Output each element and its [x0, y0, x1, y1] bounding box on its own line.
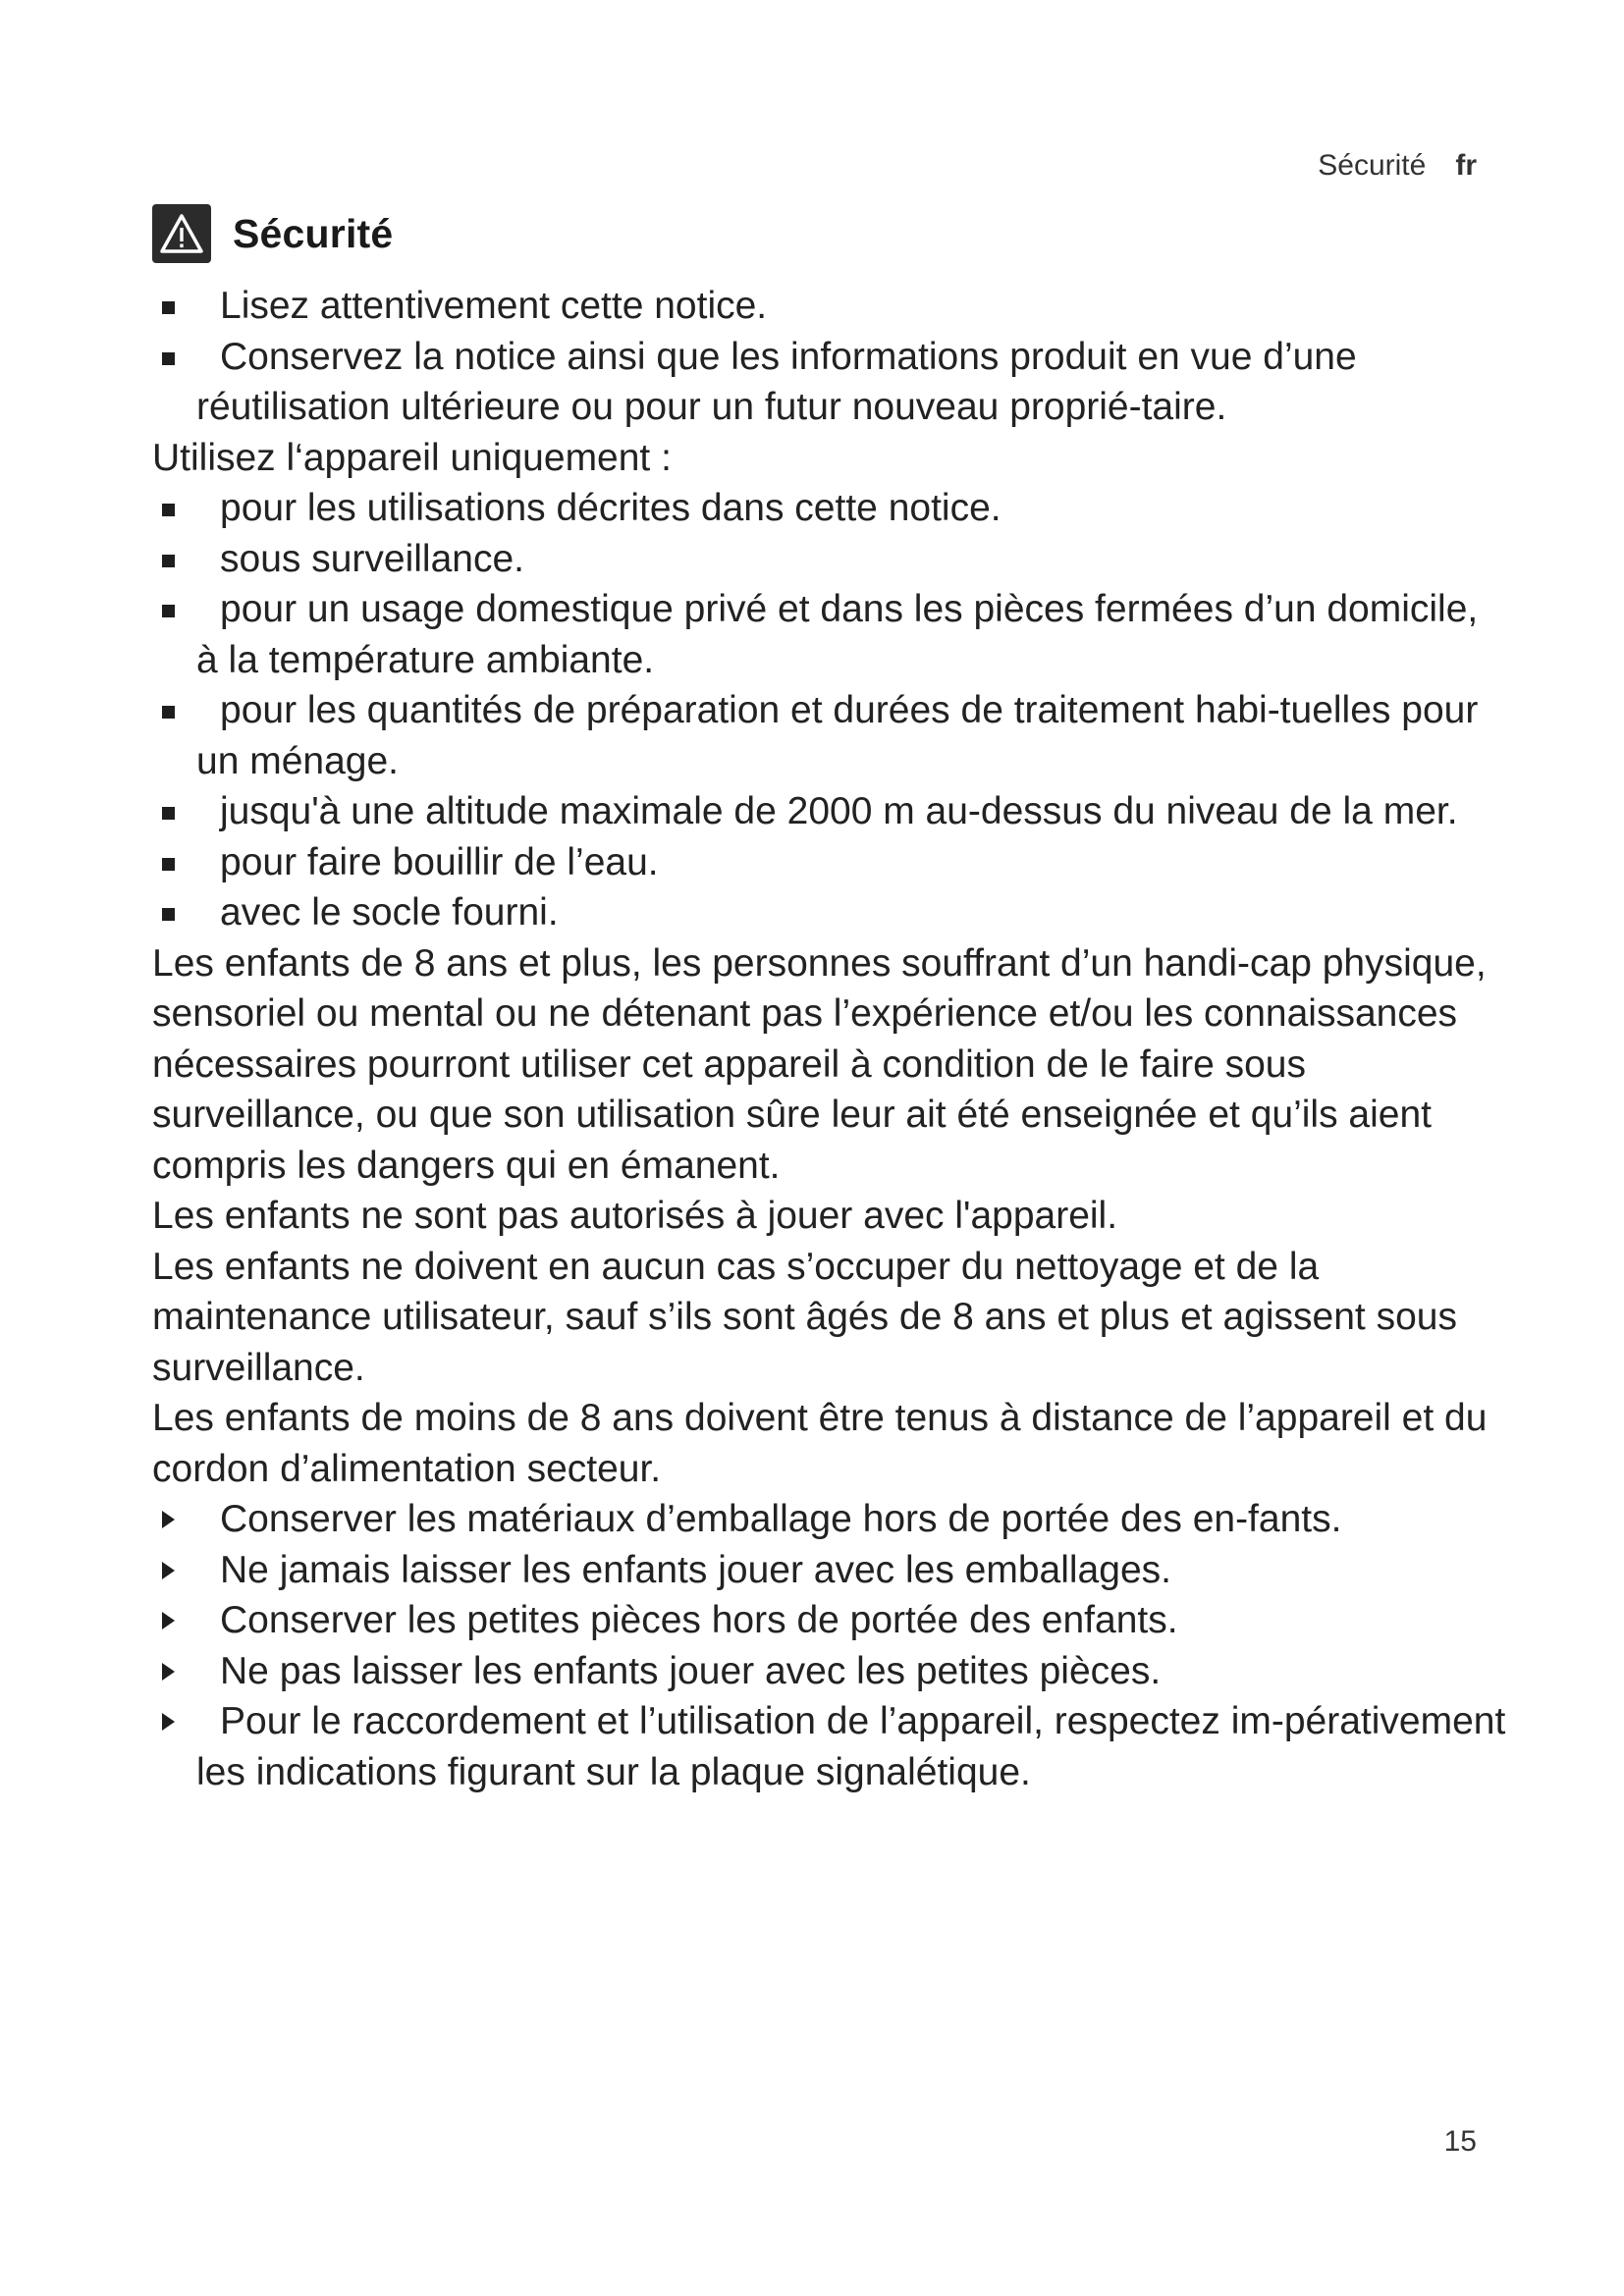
list-item: Conserver les petites pièces hors de portée des enfants.	[152, 1595, 1507, 1646]
page-number: 15	[1443, 2125, 1477, 2158]
list-item: Ne jamais laisser les enfants jouer avec les emballages.	[152, 1545, 1507, 1596]
list-item: Lisez attentivement cette notice.	[152, 281, 1507, 332]
section-title: Sécurité	[233, 210, 394, 256]
square-bullet-icon	[162, 504, 175, 516]
list-item: Conserver les matériaux d’emballage hors de portée des en-fants.	[152, 1494, 1507, 1545]
list-item: sous surveillance.	[152, 534, 1507, 585]
page-content	[152, 204, 1507, 1797]
square-bullet-icon	[162, 807, 175, 820]
square-bullet-icon	[162, 605, 175, 617]
list-item: pour les utilisations décrites dans cette notice.	[152, 483, 1507, 534]
usage-intro: Utilisez l‘appareil uniquement :	[152, 436, 672, 479]
triangle-bullet-icon	[162, 1562, 175, 1579]
square-bullet-icon	[162, 908, 175, 921]
intro-list	[152, 281, 1507, 433]
usage-list	[152, 483, 1507, 938]
list-item: pour faire bouillir de l’eau.	[152, 837, 1507, 888]
triangle-bullet-icon	[162, 1713, 175, 1731]
list-item: pour les quantités de préparation et durées de traitement habi-tuelles pour un ménage.	[152, 685, 1507, 786]
running-header	[1318, 149, 1477, 183]
running-header-lang: fr	[1455, 149, 1477, 182]
list-item: pour un usage domestique privé et dans les pièces fermées d’un domicile, à la température ambiante.	[152, 584, 1507, 685]
square-bullet-icon	[162, 706, 175, 719]
paragraph: Les enfants de 8 ans et plus, les personnes souffrant d’un handi-cap physique, sensoriel ou mental ou ne détenant pas l’expérience et/ou les connaissances nécessaires pourront utiliser cet appareil à condition de le faire sous surveillance, ou que son utilisation sûre leur ait été enseignée et qu’ils aient compris les dangers qui en émanent.	[152, 941, 1487, 1187]
triangle-bullet-icon	[162, 1663, 175, 1681]
paragraph: Les enfants de moins de 8 ans doivent être tenus à distance de l’appareil et du cordon d’alimentation secteur.	[152, 1397, 1488, 1490]
list-item: jusqu'à une altitude maximale de 2000 m au-dessus du niveau de la mer.	[152, 786, 1507, 837]
square-bullet-icon	[162, 301, 175, 314]
list-item: Conservez la notice ainsi que les informations produit en vue d’une réutilisation ultérieure ou pour un futur nouveau proprié-taire.	[152, 332, 1507, 433]
square-bullet-icon	[162, 858, 175, 871]
square-bullet-icon	[162, 555, 175, 567]
list-item: avec le socle fourni.	[152, 887, 1507, 938]
action-list	[152, 1494, 1507, 1797]
warning-icon	[152, 204, 211, 263]
body-text	[152, 281, 1507, 1797]
square-bullet-icon	[162, 352, 175, 365]
list-item: Ne pas laisser les enfants jouer avec les petites pièces.	[152, 1646, 1507, 1697]
running-header-section: Sécurité	[1318, 149, 1427, 182]
section-heading	[152, 204, 1507, 263]
paragraph: Les enfants ne doivent en aucun cas s’occuper du nettoyage et de la maintenance utilisateur, sauf s’ils sont âgés de 8 ans et plus et agissent sous surveillance.	[152, 1245, 1457, 1389]
triangle-bullet-icon	[162, 1511, 175, 1528]
list-item: Pour le raccordement et l’utilisation de l’appareil, respectez im-pérativement les indications figurant sur la plaque signalétique.	[152, 1696, 1507, 1797]
triangle-bullet-icon	[162, 1612, 175, 1629]
paragraph: Les enfants ne sont pas autorisés à jouer avec l'appareil.	[152, 1195, 1118, 1237]
